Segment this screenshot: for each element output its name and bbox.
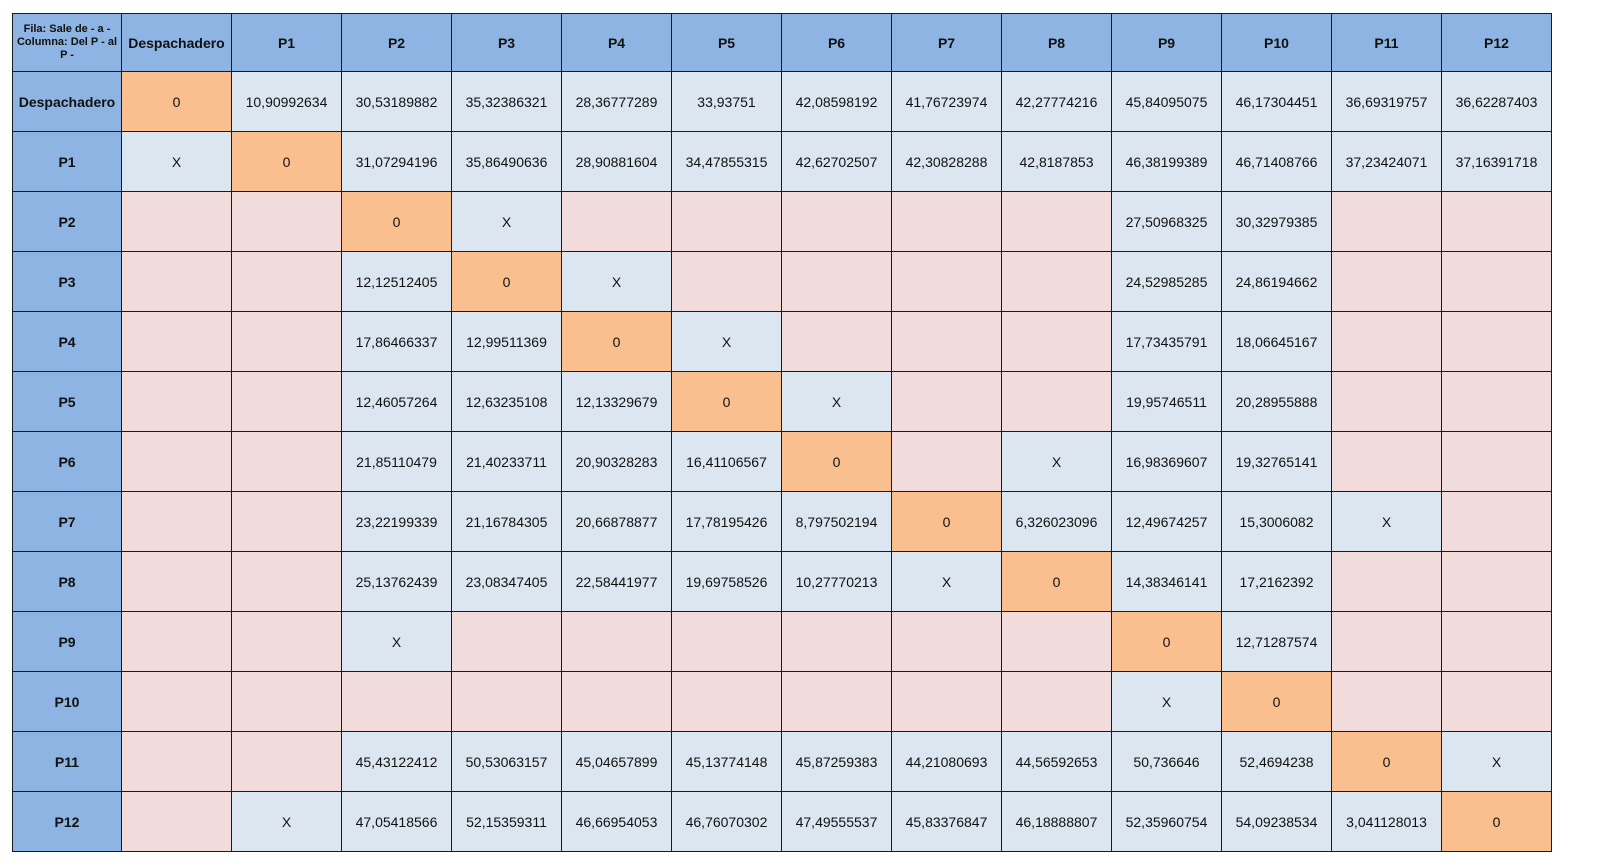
table-row: [13, 492, 1552, 552]
value-cell: 16,41106567: [672, 432, 782, 492]
empty-cell: [1332, 192, 1442, 252]
empty-cell: [782, 612, 892, 672]
value-cell: 28,36777289: [562, 72, 672, 132]
value-cell: X: [122, 132, 232, 192]
diagonal-cell: 0: [892, 492, 1002, 552]
value-cell: 44,56592653: [1002, 732, 1112, 792]
value-cell: 12,71287574: [1222, 612, 1332, 672]
value-cell: X: [1442, 732, 1552, 792]
empty-cell: [1442, 672, 1552, 732]
empty-cell: [232, 492, 342, 552]
value-cell: 52,35960754: [1112, 792, 1222, 852]
diagonal-cell: 0: [672, 372, 782, 432]
value-cell: X: [672, 312, 782, 372]
value-cell: 52,4694238: [1222, 732, 1332, 792]
empty-cell: [232, 612, 342, 672]
empty-cell: [672, 612, 782, 672]
diagonal-cell: 0: [452, 252, 562, 312]
diagonal-cell: 0: [1002, 552, 1112, 612]
value-cell: 37,16391718: [1442, 132, 1552, 192]
diagonal-cell: 0: [562, 312, 672, 372]
table-row: [13, 552, 1552, 612]
empty-cell: [892, 252, 1002, 312]
value-cell: 42,30828288: [892, 132, 1002, 192]
value-cell: 46,38199389: [1112, 132, 1222, 192]
value-cell: 20,66878877: [562, 492, 672, 552]
table-row: [13, 132, 1552, 192]
table-row: [13, 312, 1552, 372]
value-cell: 30,53189882: [342, 72, 452, 132]
value-cell: 8,797502194: [782, 492, 892, 552]
empty-cell: [122, 192, 232, 252]
value-cell: 15,3006082: [1222, 492, 1332, 552]
empty-cell: [122, 252, 232, 312]
column-header: P5: [672, 14, 782, 72]
value-cell: 21,16784305: [452, 492, 562, 552]
value-cell: 28,90881604: [562, 132, 672, 192]
value-cell: 42,62702507: [782, 132, 892, 192]
value-cell: 24,52985285: [1112, 252, 1222, 312]
diagonal-cell: 0: [232, 132, 342, 192]
value-cell: 14,38346141: [1112, 552, 1222, 612]
empty-cell: [1002, 612, 1112, 672]
value-cell: 45,43122412: [342, 732, 452, 792]
value-cell: X: [452, 192, 562, 252]
value-cell: 23,22199339: [342, 492, 452, 552]
value-cell: 21,40233711: [452, 432, 562, 492]
table-row: [13, 252, 1552, 312]
value-cell: 16,98369607: [1112, 432, 1222, 492]
empty-cell: [342, 672, 452, 732]
value-cell: 12,49674257: [1112, 492, 1222, 552]
value-cell: 12,99511369: [452, 312, 562, 372]
value-cell: 17,2162392: [1222, 552, 1332, 612]
empty-cell: [232, 252, 342, 312]
empty-cell: [1002, 672, 1112, 732]
empty-cell: [892, 612, 1002, 672]
empty-cell: [782, 672, 892, 732]
value-cell: X: [1332, 492, 1442, 552]
value-cell: 33,93751: [672, 72, 782, 132]
value-cell: 10,90992634: [232, 72, 342, 132]
row-header: P7: [13, 492, 122, 552]
column-header: P8: [1002, 14, 1112, 72]
row-header: P5: [13, 372, 122, 432]
value-cell: 21,85110479: [342, 432, 452, 492]
empty-cell: [672, 672, 782, 732]
empty-cell: [1332, 312, 1442, 372]
value-cell: 44,21080693: [892, 732, 1002, 792]
row-header: P10: [13, 672, 122, 732]
column-header: P1: [232, 14, 342, 72]
row-header: P8: [13, 552, 122, 612]
value-cell: 46,71408766: [1222, 132, 1332, 192]
empty-cell: [1442, 312, 1552, 372]
empty-cell: [1332, 612, 1442, 672]
value-cell: 6,326023096: [1002, 492, 1112, 552]
value-cell: 46,18888807: [1002, 792, 1112, 852]
empty-cell: [892, 372, 1002, 432]
empty-cell: [1442, 372, 1552, 432]
value-cell: X: [1112, 672, 1222, 732]
value-cell: 20,90328283: [562, 432, 672, 492]
value-cell: 17,86466337: [342, 312, 452, 372]
value-cell: 47,05418566: [342, 792, 452, 852]
value-cell: 19,95746511: [1112, 372, 1222, 432]
value-cell: 12,63235108: [452, 372, 562, 432]
value-cell: 54,09238534: [1222, 792, 1332, 852]
empty-cell: [672, 252, 782, 312]
empty-cell: [122, 432, 232, 492]
value-cell: 42,08598192: [782, 72, 892, 132]
value-cell: 30,32979385: [1222, 192, 1332, 252]
empty-cell: [232, 732, 342, 792]
empty-cell: [122, 552, 232, 612]
value-cell: 46,17304451: [1222, 72, 1332, 132]
empty-cell: [782, 192, 892, 252]
table-row: [13, 792, 1552, 852]
empty-cell: [1002, 252, 1112, 312]
empty-cell: [122, 312, 232, 372]
column-header: P9: [1112, 14, 1222, 72]
column-header: P7: [892, 14, 1002, 72]
empty-cell: [122, 612, 232, 672]
value-cell: X: [232, 792, 342, 852]
value-cell: 3,041128013: [1332, 792, 1442, 852]
row-header: P4: [13, 312, 122, 372]
value-cell: 42,27774216: [1002, 72, 1112, 132]
empty-cell: [232, 672, 342, 732]
value-cell: 22,58441977: [562, 552, 672, 612]
column-header: P12: [1442, 14, 1552, 72]
value-cell: 45,13774148: [672, 732, 782, 792]
empty-cell: [232, 192, 342, 252]
value-cell: X: [892, 552, 1002, 612]
empty-cell: [452, 612, 562, 672]
value-cell: 41,76723974: [892, 72, 1002, 132]
table-row: [13, 192, 1552, 252]
value-cell: 18,06645167: [1222, 312, 1332, 372]
value-cell: 37,23424071: [1332, 132, 1442, 192]
value-cell: 45,04657899: [562, 732, 672, 792]
value-cell: 17,78195426: [672, 492, 782, 552]
empty-cell: [122, 672, 232, 732]
row-header: P3: [13, 252, 122, 312]
empty-cell: [232, 432, 342, 492]
column-header: P6: [782, 14, 892, 72]
row-header: Despachadero: [13, 72, 122, 132]
empty-cell: [1332, 552, 1442, 612]
empty-cell: [122, 732, 232, 792]
diagonal-cell: 0: [1442, 792, 1552, 852]
header-row: [13, 14, 1552, 72]
empty-cell: [1442, 612, 1552, 672]
empty-cell: [782, 252, 892, 312]
empty-cell: [1332, 372, 1442, 432]
value-cell: X: [782, 372, 892, 432]
empty-cell: [232, 312, 342, 372]
empty-cell: [452, 672, 562, 732]
diagonal-cell: 0: [782, 432, 892, 492]
empty-cell: [562, 612, 672, 672]
value-cell: X: [1002, 432, 1112, 492]
value-cell: 25,13762439: [342, 552, 452, 612]
empty-cell: [892, 432, 1002, 492]
empty-cell: [232, 552, 342, 612]
value-cell: 35,86490636: [452, 132, 562, 192]
empty-cell: [122, 492, 232, 552]
value-cell: 50,53063157: [452, 732, 562, 792]
value-cell: 20,28955888: [1222, 372, 1332, 432]
table-row: [13, 672, 1552, 732]
empty-cell: [1442, 192, 1552, 252]
empty-cell: [892, 312, 1002, 372]
table-row: [13, 432, 1552, 492]
empty-cell: [1332, 252, 1442, 312]
value-cell: 12,46057264: [342, 372, 452, 432]
row-header: P6: [13, 432, 122, 492]
row-header: P1: [13, 132, 122, 192]
table-row: [13, 612, 1552, 672]
empty-cell: [1442, 432, 1552, 492]
row-header: P12: [13, 792, 122, 852]
value-cell: 17,73435791: [1112, 312, 1222, 372]
corner-header-cell: Fila: Sale de - a - Columna: Del P - al P -: [13, 14, 122, 72]
row-header: P2: [13, 192, 122, 252]
empty-cell: [1332, 432, 1442, 492]
diagonal-cell: 0: [342, 192, 452, 252]
value-cell: X: [342, 612, 452, 672]
table-row: [13, 372, 1552, 432]
empty-cell: [122, 372, 232, 432]
value-cell: 35,32386321: [452, 72, 562, 132]
value-cell: 45,84095075: [1112, 72, 1222, 132]
empty-cell: [1332, 672, 1442, 732]
value-cell: 46,76070302: [672, 792, 782, 852]
value-cell: 23,08347405: [452, 552, 562, 612]
diagonal-cell: 0: [1222, 672, 1332, 732]
value-cell: 47,49555537: [782, 792, 892, 852]
diagonal-cell: 0: [1112, 612, 1222, 672]
value-cell: 45,83376847: [892, 792, 1002, 852]
empty-cell: [232, 372, 342, 432]
row-header: P9: [13, 612, 122, 672]
value-cell: X: [562, 252, 672, 312]
empty-cell: [1442, 552, 1552, 612]
empty-cell: [672, 192, 782, 252]
value-cell: 36,69319757: [1332, 72, 1442, 132]
column-header: Despachadero: [122, 14, 232, 72]
column-header: P2: [342, 14, 452, 72]
value-cell: 12,13329679: [562, 372, 672, 432]
value-cell: 24,86194662: [1222, 252, 1332, 312]
value-cell: 19,69758526: [672, 552, 782, 612]
value-cell: 19,32765141: [1222, 432, 1332, 492]
empty-cell: [562, 672, 672, 732]
value-cell: 46,66954053: [562, 792, 672, 852]
column-header: P3: [452, 14, 562, 72]
value-cell: 52,15359311: [452, 792, 562, 852]
diagonal-cell: 0: [1332, 732, 1442, 792]
diagonal-cell: 0: [122, 72, 232, 132]
column-header: P11: [1332, 14, 1442, 72]
row-header: P11: [13, 732, 122, 792]
empty-cell: [562, 192, 672, 252]
value-cell: 10,27770213: [782, 552, 892, 612]
empty-cell: [1442, 492, 1552, 552]
value-cell: 31,07294196: [342, 132, 452, 192]
empty-cell: [1442, 252, 1552, 312]
empty-cell: [1002, 372, 1112, 432]
column-header: P4: [562, 14, 672, 72]
empty-cell: [1002, 192, 1112, 252]
empty-cell: [892, 672, 1002, 732]
table-row: [13, 732, 1552, 792]
empty-cell: [892, 192, 1002, 252]
value-cell: 42,8187853: [1002, 132, 1112, 192]
value-cell: 45,87259383: [782, 732, 892, 792]
table-row: [13, 72, 1552, 132]
empty-cell: [1002, 312, 1112, 372]
value-cell: 50,736646: [1112, 732, 1222, 792]
value-cell: 27,50968325: [1112, 192, 1222, 252]
value-cell: 34,47855315: [672, 132, 782, 192]
distance-matrix-table: [12, 13, 1552, 852]
column-header: P10: [1222, 14, 1332, 72]
value-cell: 12,12512405: [342, 252, 452, 312]
value-cell: 36,62287403: [1442, 72, 1552, 132]
empty-cell: [782, 312, 892, 372]
empty-cell: [122, 792, 232, 852]
